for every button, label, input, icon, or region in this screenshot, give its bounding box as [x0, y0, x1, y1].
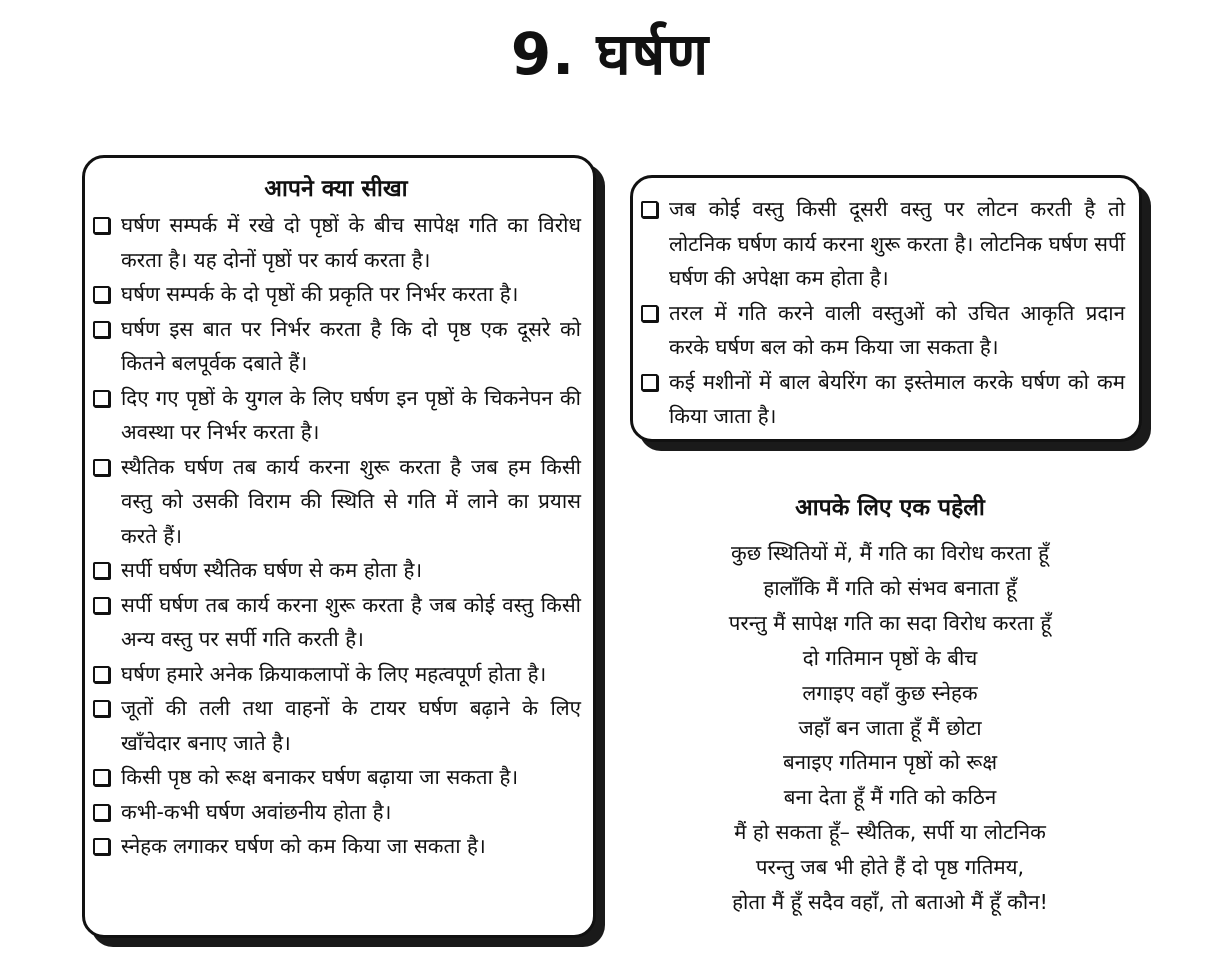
checkbox-bullet-icon — [93, 838, 110, 855]
continued-point — [639, 365, 1125, 434]
continued-point-text: जब कोई वस्तु किसी दूसरी वस्तु पर लोटन करती है तो लोटनिक घर्षण कार्य करना शुरू करता है। लोटनिक घर्षण सर्पी घर्षण की अपेक्षा कम होता है। — [669, 197, 1125, 290]
checkbox-bullet-icon — [93, 321, 110, 338]
learned-point-text: स्थैतिक घर्षण तब कार्य करना शुरू करता है जब हम किसी वस्तु को उसकी विराम की स्थिति से गति में लाने का प्रयास करते हैं। — [121, 454, 581, 548]
puzzle-title: आपके लिए एक पहेली — [795, 495, 985, 521]
learned-point — [91, 312, 581, 381]
learned-point — [91, 208, 581, 277]
learned-point — [91, 450, 581, 554]
learned-point — [91, 829, 581, 864]
learned-point-text: घर्षण सम्पर्क में रखे दो पृष्ठों के बीच सापेक्ष गति का विरोध करता है। यह दोनों पृष्ठों पर कार्य करता है। — [121, 213, 581, 272]
checkbox-bullet-icon — [93, 390, 110, 407]
continued-point — [639, 296, 1125, 365]
checkbox-bullet-icon — [93, 700, 110, 717]
puzzle-line: लगाइए वहाँ कुछ स्नेहक — [802, 680, 978, 705]
checkbox-bullet-icon — [641, 374, 658, 391]
puzzle-line: बना देता हूँ मैं गति को कठिन — [783, 785, 997, 810]
continued-point-text: कई मशीनों में बाल बेयरिंग का इस्तेमाल करके घर्षण को कम किया जाता है। — [669, 369, 1125, 428]
learned-point — [91, 760, 581, 795]
learned-point-text: सर्पी घर्षण तब कार्य करना शुरू करता है जब कोई वस्तु किसी अन्य वस्तु पर सर्पी गति करती है। — [121, 592, 581, 651]
checkbox-bullet-icon — [93, 666, 110, 683]
checkbox-bullet-icon — [641, 305, 658, 322]
what-you-learned-heading: आपने क्या सीखा — [264, 176, 408, 202]
checkbox-bullet-icon — [93, 804, 110, 821]
puzzle-line: जहाँ बन जाता हूँ मैं छोटा — [798, 715, 982, 740]
learned-point-text: कभी-कभी घर्षण अवांछनीय होता है। — [121, 799, 392, 824]
puzzle-line: हालाँकि मैं गति को संभव बनाता हूँ — [763, 575, 1017, 600]
continued-point-text: तरल में गति करने वाली वस्तुओं को उचित आकृति प्रदान करके घर्षण बल को कम किया जा सकता है। — [669, 300, 1125, 359]
puzzle-line: मैं हो सकता हूँ– स्थैतिक, सर्पी या लोटनिक — [734, 820, 1046, 845]
learned-point-text: दिए गए पृष्ठों के युगल के लिए घर्षण इन पृष्ठों के चिकनेपन की अवस्था पर निर्भर करता है। — [121, 385, 581, 444]
continued-point — [639, 192, 1125, 296]
continued-points-list — [639, 192, 1125, 434]
checkbox-bullet-icon — [93, 286, 110, 303]
puzzle-line: कुछ स्थितियों में, मैं गति का विरोध करता हूँ — [730, 541, 1050, 565]
puzzle-section — [640, 488, 1140, 920]
learned-point-text: किसी पृष्ठ को रूक्ष बनाकर घर्षण बढ़ाया जा सकता है। — [121, 765, 519, 789]
puzzle-line: बनाइए गतिमान पृष्ठों को रूक्ष — [782, 750, 998, 775]
puzzle-line: दो गतिमान पृष्ठों के बीच — [802, 645, 978, 670]
learned-point — [91, 588, 581, 657]
learned-point — [91, 277, 581, 312]
learned-point-text: जूतों की तली तथा वाहनों के टायर घर्षण बढ़ाने के लिए खाँचेदार बनाए जाते है। — [121, 696, 581, 755]
learned-point-text: घर्षण इस बात पर निर्भर करता है कि दो पृष्ठ एक दूसरे को कितने बलपूर्वक दबाते हैं। — [121, 316, 581, 375]
checkbox-bullet-icon — [93, 217, 110, 234]
learned-point — [91, 381, 581, 450]
puzzle-line: परन्तु जब भी होते हैं दो पृष्ठ गतिमय, — [755, 855, 1025, 880]
learned-point — [91, 553, 581, 588]
puzzle-line: परन्तु मैं सापेक्ष गति का सदा विरोध करता हूँ — [728, 610, 1052, 635]
checkbox-bullet-icon — [93, 562, 110, 579]
page-title: 9. घर्षण — [510, 20, 710, 88]
checkbox-bullet-icon — [93, 597, 110, 614]
learned-point-text: घर्षण सम्पर्क के दो पृष्ठों की प्रकृति पर निर्भर करता है। — [121, 282, 519, 306]
learned-point — [91, 657, 581, 692]
learned-point-text: घर्षण हमारे अनेक क्रियाकलापों के लिए महत्वपूर्ण होता है। — [121, 661, 547, 686]
continued-points-box — [630, 175, 1142, 442]
learned-point-text: स्नेहक लगाकर घर्षण को कम किया जा सकता है। — [121, 834, 486, 858]
puzzle-line: होता मैं हूँ सदैव वहाँ, तो बताओ मैं हूँ कौन! — [732, 890, 1048, 915]
learned-point — [91, 795, 581, 830]
what-you-learned-box — [82, 155, 596, 938]
checkbox-bullet-icon — [93, 769, 110, 786]
checkbox-bullet-icon — [93, 459, 110, 476]
learned-point — [91, 691, 581, 760]
learned-points-list — [91, 208, 581, 864]
checkbox-bullet-icon — [641, 201, 658, 218]
learned-point-text: सर्पी घर्षण स्थैतिक घर्षण से कम होता है। — [121, 558, 423, 582]
